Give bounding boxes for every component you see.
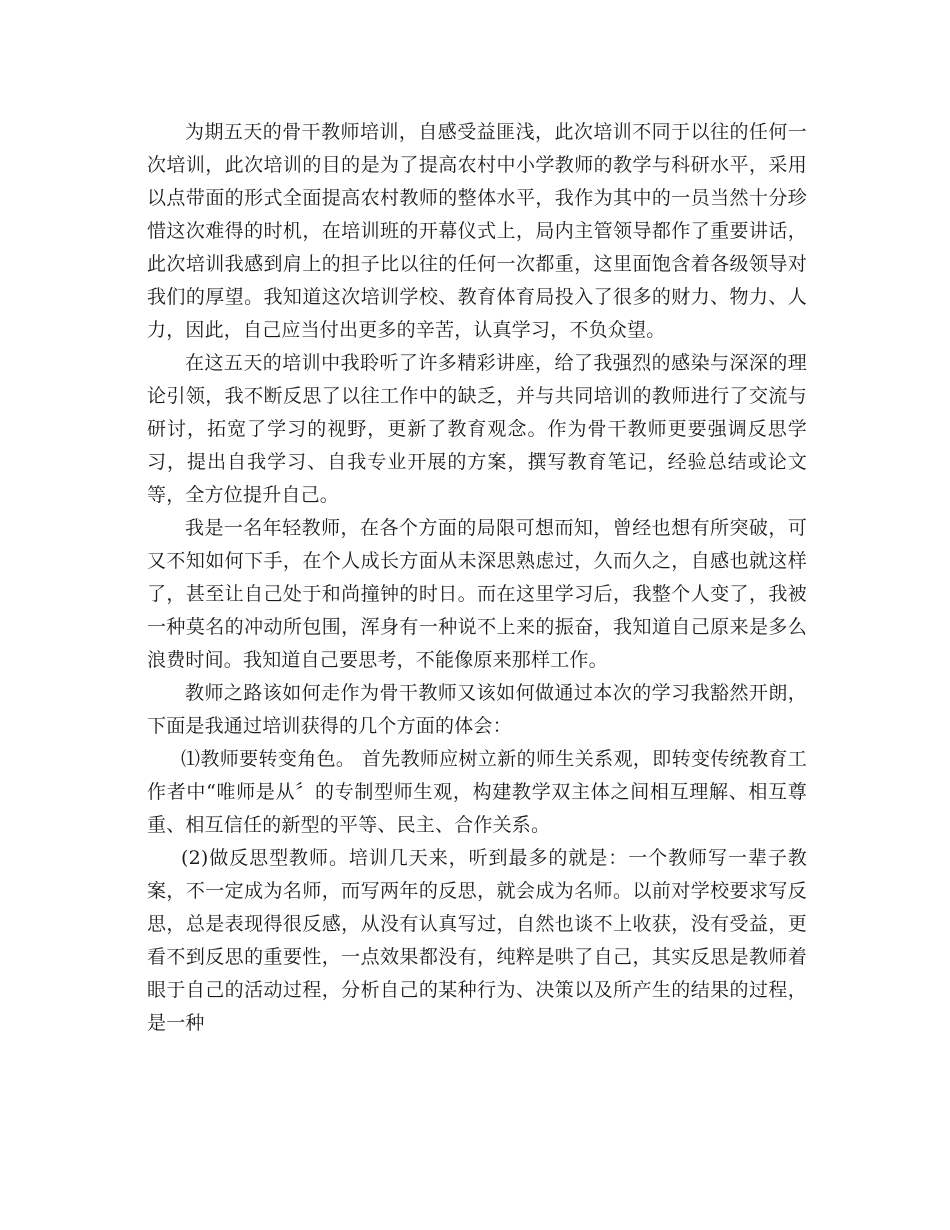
paragraph-3: 我是一名年轻教师，在各个方面的局限可想而知，曾经也想有所突破，可又不知如何下手，在个人成长方面从未深思熟虑过，久而久之，自感也就这样了，甚至让自己处于和尚撞钟的时日。而在这里学习后，我整个人变了，我被一种莫名的冲动所包围，浑身有一种说不上来的振奋，我知道自己原来是多么浪费时间。我知道自己要思考，不能像原来那样工作。 xyxy=(147,517,807,671)
paragraph-6: (2)做反思型教师。培训几天来，听到最多的就是：一个教师写一辈子教案，不一定成为名师，而写两年的反思，就会成为名师。以前对学校要求写反思，总是表现得很反感，从没有认真写过，自然也谈不上收获，没有受益，更看不到反思的重要性，一点效果都没有，纯粹是哄了自己，其实反思是教师着眼于自己的活动过程，分析自己的某种行为、决策以及所产生的结果的过程，是一种 xyxy=(147,847,807,1034)
paragraph-2: 在这五天的培训中我聆听了许多精彩讲座，给了我强烈的感染与深深的理论引领，我不断反思了以往工作中的缺乏，并与共同培训的教师进行了交流与研讨，拓宽了学习的视野，更新了教育观念。作为骨干教师更要强调反思学习，提出自我学习、自我专业开展的方案，撰写教育笔记，经验总结或论文等，全方位提升自己。 xyxy=(147,352,807,506)
paragraph-4: 教师之路该如何走作为骨干教师又该如何做通过本次的学习我豁然开朗，下面是我通过培训获得的几个方面的体会： xyxy=(147,682,807,737)
document-body xyxy=(147,116,807,1040)
paragraph-5: ⑴教师要转变角色。 首先教师应树立新的师生关系观，即转变传统教育工作者中“唯师是从〞的专制型师生观，构建教学双主体之间相互理解、相互尊重、相互信任的新型的平等、民主、合作关系。 xyxy=(147,748,807,836)
paragraph-1: 为期五天的骨干教师培训，自感受益匪浅，此次培训不同于以往的任何一次培训，此次培训的目的是为了提高农村中小学教师的教学与科研水平，采用以点带面的形式全面提高农村教师的整体水平，我作为其中的一员当然十分珍惜这次难得的时机，在培训班的开幕仪式上，局内主管领导都作了重要讲话，此次培训我感到肩上的担子比以往的任何一次都重，这里面饱含着各级领导对我们的厚望。我知道这次培训学校、教育体育局投入了很多的财力、物力、人力，因此，自己应当付出更多的辛苦，认真学习，不负众望。 xyxy=(147,121,807,341)
